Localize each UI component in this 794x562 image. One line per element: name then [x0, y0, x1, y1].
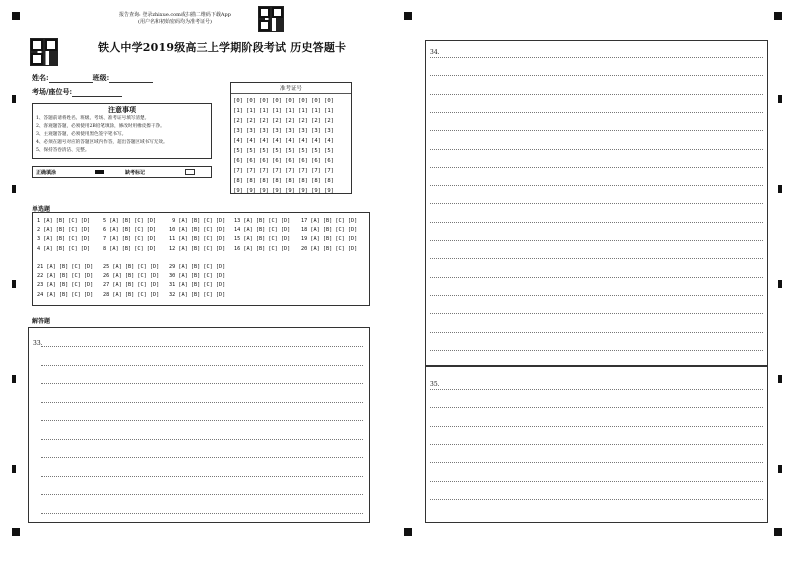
answer-writing-line[interactable]: [430, 149, 763, 150]
q33-number: 33.: [33, 340, 43, 347]
exam-id-bubble[interactable]: [2]: [324, 118, 334, 124]
exam-id-bubble[interactable]: [0]: [272, 98, 282, 104]
mc-question-group: [103, 217, 156, 254]
exam-id-column: [272, 96, 282, 196]
exam-id-bubble[interactable]: [4]: [246, 138, 256, 144]
answer-writing-line[interactable]: [430, 426, 763, 427]
q35-number: 35.: [430, 381, 440, 388]
exam-id-bubble[interactable]: [7]: [272, 168, 282, 174]
mc-question-row[interactable]: 18 [A] [B] [C] [D]: [301, 227, 358, 234]
exam-id-bubble[interactable]: [9]: [233, 188, 243, 194]
exam-id-bubble[interactable]: [3]: [298, 128, 308, 134]
exam-id-bubble[interactable]: [3]: [259, 128, 269, 134]
mc-question-row[interactable]: 27 [A] [B] [C] [D]: [103, 282, 160, 289]
mc-question-row[interactable]: 26 [A] [B] [C] [D]: [103, 273, 160, 280]
answer-writing-line[interactable]: [430, 222, 763, 223]
answer-writing-line[interactable]: [41, 439, 363, 440]
exam-id-bubble[interactable]: [1]: [324, 108, 334, 114]
answer-writing-line[interactable]: [41, 346, 363, 347]
answer-writing-line[interactable]: [430, 130, 763, 131]
exam-id-bubble[interactable]: [1]: [285, 108, 295, 114]
registration-mark: [404, 528, 412, 536]
answer-writing-line[interactable]: [430, 481, 763, 482]
exam-id-bubble[interactable]: [3]: [246, 128, 256, 134]
exam-id-bubble[interactable]: [5]: [259, 148, 269, 154]
exam-id-bubble[interactable]: [9]: [285, 188, 295, 194]
answer-writing-line[interactable]: [430, 499, 763, 500]
answer-writing-line[interactable]: [41, 402, 363, 403]
absent-mark-checkbox[interactable]: [185, 169, 195, 175]
mc-question-row[interactable]: 1 [A] [B] [C] [D]: [37, 218, 91, 224]
exam-id-bubble[interactable]: [4]: [311, 138, 321, 144]
exam-id-bubble[interactable]: [4]: [259, 138, 269, 144]
exam-id-bubble[interactable]: [7]: [311, 168, 321, 174]
notice-item: 2、客观题答题，必须使用2B铅笔填涂，修改时用橡皮擦干净。: [36, 124, 165, 129]
exam-id-bubble[interactable]: [9]: [324, 188, 334, 194]
mc-question-row[interactable]: 8 [A] [B] [C] [D]: [103, 245, 157, 252]
exam-id-bubble[interactable]: [1]: [272, 108, 282, 114]
answer-writing-line[interactable]: [430, 203, 763, 204]
class-field[interactable]: [109, 74, 153, 83]
notice-title: 注意事项: [108, 105, 136, 114]
essay-section-title: 解答题: [32, 318, 51, 325]
name-field[interactable]: [49, 74, 93, 83]
exam-id-bubble[interactable]: [0]: [298, 98, 308, 104]
exam-id-bubble[interactable]: [8]: [285, 178, 295, 184]
room-seat-row: [32, 87, 122, 97]
exam-id-bubble[interactable]: [8]: [259, 178, 269, 184]
exam-id-bubble[interactable]: [0]: [259, 98, 269, 104]
page-title: 铁人中学2019级高三上学期阶段考试 历史答题卡: [98, 41, 347, 54]
exam-id-bubble[interactable]: [4]: [272, 138, 282, 144]
timing-mark: [778, 185, 782, 193]
timing-mark: [778, 280, 782, 288]
answer-writing-line[interactable]: [430, 462, 763, 463]
mc-question-row[interactable]: 20 [A] [B] [C] [D]: [301, 245, 358, 252]
exam-id-bubble[interactable]: [2]: [285, 118, 295, 124]
mc-question-row[interactable]: 30 [A] [B] [C] [D]: [169, 273, 226, 280]
mc-question-row[interactable]: 32 [A] [B] [C] [D]: [169, 291, 226, 298]
q34-number: 34.: [430, 49, 440, 56]
class-label: 班级:: [92, 73, 110, 82]
answer-writing-line[interactable]: [430, 75, 763, 76]
app-qr-code-icon[interactable]: [258, 6, 284, 32]
exam-id-bubble[interactable]: [5]: [233, 148, 243, 154]
mc-question-row[interactable]: 11 [A] [B] [C] [D]: [169, 236, 226, 243]
exam-id-bubble[interactable]: [7]: [298, 168, 308, 174]
mc-question-row[interactable]: 3 [A] [B] [C] [D]: [37, 236, 91, 243]
mc-question-group: [37, 263, 93, 300]
correct-fill-sample-icon: [95, 170, 104, 174]
mc-section-title: 单选题: [32, 206, 51, 213]
registration-mark: [774, 528, 782, 536]
mc-question-row[interactable]: 10 [A] [B] [C] [D]: [169, 227, 226, 234]
exam-id-column: [246, 96, 256, 196]
exam-id-bubble[interactable]: [9]: [259, 188, 269, 194]
answer-writing-line[interactable]: [41, 365, 363, 366]
mc-question-row[interactable]: 31 [A] [B] [C] [D]: [169, 282, 226, 289]
room-seat-label: 考场/座位号:: [32, 87, 73, 96]
answer-writing-line[interactable]: [430, 57, 763, 58]
exam-id-bubble[interactable]: [6]: [324, 158, 334, 164]
exam-id-column: [298, 96, 308, 196]
exam-id-bubble[interactable]: [0]: [324, 98, 334, 104]
exam-id-bubble[interactable]: [2]: [272, 118, 282, 124]
exam-id-bubble[interactable]: [5]: [285, 148, 295, 154]
exam-id-bubble[interactable]: [8]: [272, 178, 282, 184]
exam-id-bubble[interactable]: [1]: [233, 108, 243, 114]
mc-question-row[interactable]: 4 [A] [B] [C] [D]: [37, 245, 91, 252]
exam-id-bubble[interactable]: [1]: [259, 108, 269, 114]
mc-question-group: [37, 217, 90, 254]
registration-mark: [774, 12, 782, 20]
answer-writing-line[interactable]: [41, 476, 363, 477]
q34-answer-box[interactable]: [425, 40, 768, 366]
mc-question-row[interactable]: 24 [A] [B] [C] [D]: [37, 291, 94, 298]
exam-id-bubble[interactable]: [7]: [233, 168, 243, 174]
exam-id-bubble[interactable]: [8]: [324, 178, 334, 184]
exam-id-bubble[interactable]: [7]: [246, 168, 256, 174]
exam-id-bubble[interactable]: [3]: [311, 128, 321, 134]
timing-mark: [778, 95, 782, 103]
correct-fill-label: 正确填涂: [36, 170, 57, 176]
exam-id-bubble[interactable]: [7]: [324, 168, 334, 174]
mc-question-group: [169, 263, 225, 300]
answer-writing-line[interactable]: [41, 457, 363, 458]
exam-id-bubble[interactable]: [4]: [298, 138, 308, 144]
answer-writing-line[interactable]: [430, 389, 763, 390]
exam-id-bubble[interactable]: [4]: [324, 138, 334, 144]
report-query-line2: (用户名和初始密码均为准考证号): [138, 19, 212, 25]
exam-id-bubble[interactable]: [7]: [285, 168, 295, 174]
answer-writing-line[interactable]: [430, 332, 763, 333]
mc-question-row[interactable]: 16 [A] [B] [C] [D]: [234, 245, 291, 252]
mc-question-row[interactable]: 22 [A] [B] [C] [D]: [37, 273, 94, 280]
mc-question-row[interactable]: 9 [A] [B] [C] [D]: [169, 218, 226, 224]
mc-question-row[interactable]: 7 [A] [B] [C] [D]: [103, 236, 157, 243]
timing-mark: [778, 375, 782, 383]
exam-id-bubble[interactable]: [0]: [285, 98, 295, 104]
exam-id-box: [230, 82, 352, 194]
answer-writing-line[interactable]: [430, 277, 763, 278]
answer-writing-line[interactable]: [41, 383, 363, 384]
exam-id-bubble[interactable]: [5]: [272, 148, 282, 154]
room-seat-field[interactable]: [72, 88, 122, 97]
exam-id-bubble[interactable]: [9]: [311, 188, 321, 194]
mc-question-row[interactable]: 5 [A] [B] [C] [D]: [103, 218, 157, 224]
exam-id-column: [324, 96, 334, 196]
mc-question-row[interactable]: 21 [A] [B] [C] [D]: [37, 264, 94, 270]
answer-writing-line[interactable]: [430, 167, 763, 168]
exam-id-bubble[interactable]: [6]: [311, 158, 321, 164]
registration-mark: [12, 12, 20, 20]
answer-writing-line[interactable]: [41, 420, 363, 421]
exam-id-column: [233, 96, 243, 196]
notice-item: 3、主观题答题，必须使用黑色签字笔书写。: [36, 132, 127, 137]
exam-id-grid: [233, 96, 334, 196]
exam-id-column: [285, 96, 295, 196]
mc-question-row[interactable]: 2 [A] [B] [C] [D]: [37, 227, 91, 234]
q35-answer-box[interactable]: [425, 366, 768, 523]
exam-id-bubble[interactable]: [5]: [324, 148, 334, 154]
exam-id-bubble[interactable]: [3]: [233, 128, 243, 134]
registration-mark: [12, 528, 20, 536]
answer-writing-line[interactable]: [430, 313, 763, 314]
exam-id-label: 准考证号: [231, 84, 351, 94]
exam-id-bubble[interactable]: [3]: [324, 128, 334, 134]
mc-question-group: [169, 217, 225, 254]
exam-id-column: [311, 96, 321, 196]
timing-mark: [12, 280, 16, 288]
notice-item: 5、保持答卷清洁、完整。: [36, 148, 90, 153]
mc-question-row[interactable]: 17 [A] [B] [C] [D]: [301, 218, 358, 224]
answer-writing-line[interactable]: [430, 407, 763, 408]
exam-id-bubble[interactable]: [9]: [298, 188, 308, 194]
exam-id-bubble[interactable]: [1]: [311, 108, 321, 114]
exam-id-bubble[interactable]: [5]: [246, 148, 256, 154]
mc-question-group: [103, 263, 159, 300]
name-label: 姓名:: [32, 73, 49, 82]
mc-question-row[interactable]: 25 [A] [B] [C] [D]: [103, 264, 160, 270]
fill-legend: [32, 166, 212, 178]
answer-writing-line[interactable]: [430, 94, 763, 95]
answer-writing-line[interactable]: [430, 240, 763, 241]
exam-id-bubble[interactable]: [2]: [233, 118, 243, 124]
mc-question-row[interactable]: 12 [A] [B] [C] [D]: [169, 245, 226, 252]
answer-writing-line[interactable]: [41, 513, 363, 514]
sheet-qr-code-icon: [30, 38, 58, 66]
mc-question-row[interactable]: 15 [A] [B] [C] [D]: [234, 236, 291, 243]
exam-id-bubble[interactable]: [1]: [246, 108, 256, 114]
timing-mark: [778, 465, 782, 473]
report-query-text: [105, 12, 245, 26]
exam-id-bubble[interactable]: [8]: [233, 178, 243, 184]
notice-box: [32, 103, 212, 159]
timing-mark: [12, 185, 16, 193]
notice-item: 4、必须在题号对应的答题区域内作答，超出答题区域书写无效。: [36, 140, 168, 145]
name-field-row: [32, 73, 153, 83]
exam-id-bubble[interactable]: [0]: [246, 98, 256, 104]
exam-id-bubble[interactable]: [2]: [246, 118, 256, 124]
notice-item: 1、答题前请将姓名、班级、考场、准考证号填写清楚。: [36, 116, 150, 121]
report-query-line1: 报告查询: 登录zhixue.com或扫描二维码下载App: [119, 12, 231, 18]
absent-mark-label: 缺考标记: [125, 170, 146, 176]
mc-question-row[interactable]: 29 [A] [B] [C] [D]: [169, 264, 226, 270]
exam-id-bubble[interactable]: [8]: [246, 178, 256, 184]
timing-mark: [12, 465, 16, 473]
mc-box: [32, 212, 370, 306]
mc-question-row[interactable]: 13 [A] [B] [C] [D]: [234, 218, 291, 224]
exam-id-bubble[interactable]: [6]: [272, 158, 282, 164]
mc-question-row[interactable]: 28 [A] [B] [C] [D]: [103, 291, 160, 298]
q33-answer-box[interactable]: [28, 327, 370, 523]
exam-id-bubble[interactable]: [6]: [285, 158, 295, 164]
exam-id-bubble[interactable]: [2]: [259, 118, 269, 124]
mc-question-row[interactable]: 23 [A] [B] [C] [D]: [37, 282, 94, 289]
exam-id-bubble[interactable]: [5]: [298, 148, 308, 154]
exam-id-column: [259, 96, 269, 196]
answer-writing-line[interactable]: [430, 112, 763, 113]
answer-writing-line[interactable]: [430, 444, 763, 445]
registration-mark: [404, 12, 412, 20]
exam-id-bubble[interactable]: [9]: [272, 188, 282, 194]
answer-writing-line[interactable]: [41, 494, 363, 495]
exam-id-bubble[interactable]: [5]: [311, 148, 321, 154]
exam-id-bubble[interactable]: [6]: [298, 158, 308, 164]
exam-id-bubble[interactable]: [6]: [233, 158, 243, 164]
exam-id-bubble[interactable]: [8]: [298, 178, 308, 184]
exam-id-bubble[interactable]: [4]: [285, 138, 295, 144]
mc-question-group: [301, 217, 357, 254]
mc-question-row[interactable]: 19 [A] [B] [C] [D]: [301, 236, 358, 243]
exam-id-bubble[interactable]: [7]: [259, 168, 269, 174]
exam-id-bubble[interactable]: [8]: [311, 178, 321, 184]
exam-id-bubble[interactable]: [0]: [311, 98, 321, 104]
timing-mark: [12, 375, 16, 383]
mc-question-row[interactable]: 6 [A] [B] [C] [D]: [103, 227, 157, 234]
exam-id-bubble[interactable]: [9]: [246, 188, 256, 194]
mc-question-row[interactable]: 14 [A] [B] [C] [D]: [234, 227, 291, 234]
exam-id-bubble[interactable]: [4]: [233, 138, 243, 144]
answer-writing-line[interactable]: [430, 185, 763, 186]
answer-writing-line[interactable]: [430, 295, 763, 296]
exam-id-bubble[interactable]: [3]: [272, 128, 282, 134]
exam-id-bubble[interactable]: [2]: [298, 118, 308, 124]
answer-writing-line[interactable]: [430, 350, 763, 351]
exam-id-bubble[interactable]: [6]: [246, 158, 256, 164]
exam-id-bubble[interactable]: [2]: [311, 118, 321, 124]
answer-writing-line[interactable]: [430, 258, 763, 259]
mc-question-group: [234, 217, 290, 254]
exam-id-bubble[interactable]: [0]: [233, 98, 243, 104]
exam-id-bubble[interactable]: [6]: [259, 158, 269, 164]
exam-id-bubble[interactable]: [1]: [298, 108, 308, 114]
exam-id-bubble[interactable]: [3]: [285, 128, 295, 134]
timing-mark: [12, 95, 16, 103]
